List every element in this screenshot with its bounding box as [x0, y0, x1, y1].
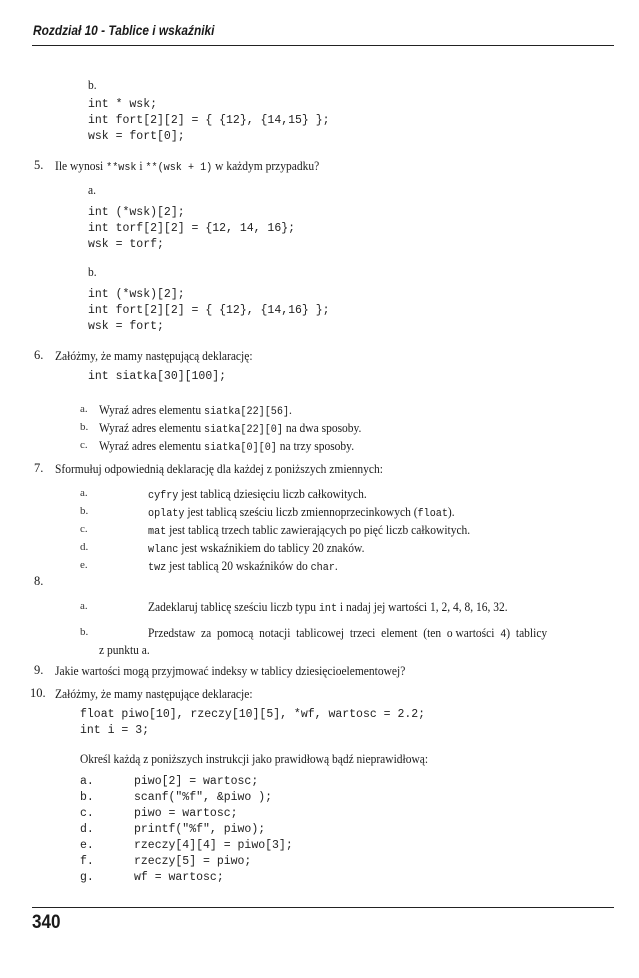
q7c-text: mat jest tablicą trzech tablic zawierających po pięć liczb całkowitych.: [148, 523, 471, 538]
q10c-label: c.: [80, 807, 94, 820]
q10a-label: a.: [80, 775, 94, 788]
q10a-code: piwo[2] = wartosc;: [134, 775, 259, 788]
q8b-text-line1: Przedstaw za pomocą notacji tablicowej trzeci element (ten o wartości 4) tablicy: [148, 626, 548, 641]
q7a-text: cyfry jest tablicą dziesięciu liczb całkowitych.: [148, 487, 367, 502]
q10g-code: wf = wartosc;: [134, 871, 224, 884]
q4b-label: b.: [88, 78, 97, 92]
q6b-text: Wyraź adres elementu siatka[22][0] na dwa sposoby.: [99, 421, 362, 436]
running-header: [33, 22, 214, 38]
q6a-label: a.: [80, 403, 88, 415]
q6-code: int siatka[30][100];: [88, 370, 227, 383]
q8a-label: a.: [80, 600, 88, 612]
q10e-code: rzeczy[4][4] = piwo[3];: [134, 839, 293, 852]
q7-text: Sformułuj odpowiednią deklarację dla każdej z poniższych zmiennych:: [55, 462, 383, 476]
q7b-text: oplaty jest tablicą sześciu liczb zmiennoprzecinkowych (float).: [148, 505, 455, 520]
q9-number: 9.: [34, 663, 44, 677]
footer-rule: [32, 907, 614, 908]
q5b-label: b.: [88, 265, 97, 279]
q5-text: Ile wynosi **wsk i **(wsk + 1) w każdym przypadku?: [55, 159, 320, 174]
q8b-label: b.: [80, 626, 89, 638]
q6a-text: Wyraź adres elementu siatka[22][56].: [99, 403, 292, 418]
q10d-code: printf("%f", piwo);: [134, 823, 266, 836]
q7a-label: a.: [80, 487, 88, 499]
q9-text: Jakie wartości mogą przyjmować indeksy w tablicy dziesięcioelementowej?: [55, 664, 406, 678]
q7d-text: wlanc jest wskaźnikiem do tablicy 20 znaków.: [148, 541, 365, 556]
q6b-label: b.: [80, 421, 89, 433]
chapter-label: Rozdział 10: [33, 22, 98, 38]
q10c-code: piwo = wartosc;: [134, 807, 238, 820]
q5a-code: int (*wsk)[2]; int torf[2][2] = {12, 14, 16}; wsk = torf;: [88, 206, 296, 251]
header-rule: [32, 45, 614, 46]
q7e-label: e.: [80, 559, 88, 571]
q5a-label: a.: [88, 183, 96, 197]
q7-number: 7.: [34, 461, 44, 475]
q5b-code: int (*wsk)[2]; int fort[2][2] = { {12}, {14,16} }; wsk = fort;: [88, 288, 330, 333]
q10-number: 10.: [30, 686, 46, 700]
q6c-label: c.: [80, 439, 88, 451]
q8-number: 8.: [34, 574, 44, 588]
q10f-label: f.: [80, 855, 94, 868]
q10-text2: Określ każdą z poniższych instrukcji jako prawidłową bądź nieprawidłową:: [80, 752, 429, 766]
q10-code: float piwo[10], rzeczy[10][5], *wf, wartosc = 2.2; int i = 3;: [80, 708, 426, 737]
chapter-title: Tablice i wskaźniki: [108, 22, 215, 38]
q10e-label: e.: [80, 839, 94, 852]
q4b-code: int * wsk; int fort[2][2] = { {12}, {14,15} }; wsk = fort[0];: [88, 98, 330, 143]
q7c-label: c.: [80, 523, 88, 535]
q10-text: Załóżmy, że mamy następujące deklaracje:: [55, 687, 253, 701]
q6-text: Załóżmy, że mamy następującą deklarację:: [55, 349, 253, 363]
q8b-text-line2: z punktu a.: [99, 643, 150, 657]
header-separator: -: [101, 22, 106, 38]
q6c-text: Wyraź adres elementu siatka[0][0] na trzy sposoby.: [99, 439, 355, 454]
q7d-label: d.: [80, 541, 89, 553]
q10b-label: b.: [80, 791, 94, 804]
q8a-text: Zadeklaruj tablicę sześciu liczb typu int i nadaj jej wartości 1, 2, 4, 8, 16, 32.: [148, 600, 508, 615]
q10g-label: g.: [80, 871, 94, 884]
q10b-code: scanf("%f", &piwo );: [134, 791, 273, 804]
q7b-label: b.: [80, 505, 89, 517]
q6-number: 6.: [34, 348, 44, 362]
page-number: 340: [32, 912, 61, 933]
q10d-label: d.: [80, 823, 94, 836]
q7e-text: twz jest tablicą 20 wskaźników do char.: [148, 559, 338, 574]
q10f-code: rzeczy[5] = piwo;: [134, 855, 252, 868]
q5-number: 5.: [34, 158, 44, 172]
